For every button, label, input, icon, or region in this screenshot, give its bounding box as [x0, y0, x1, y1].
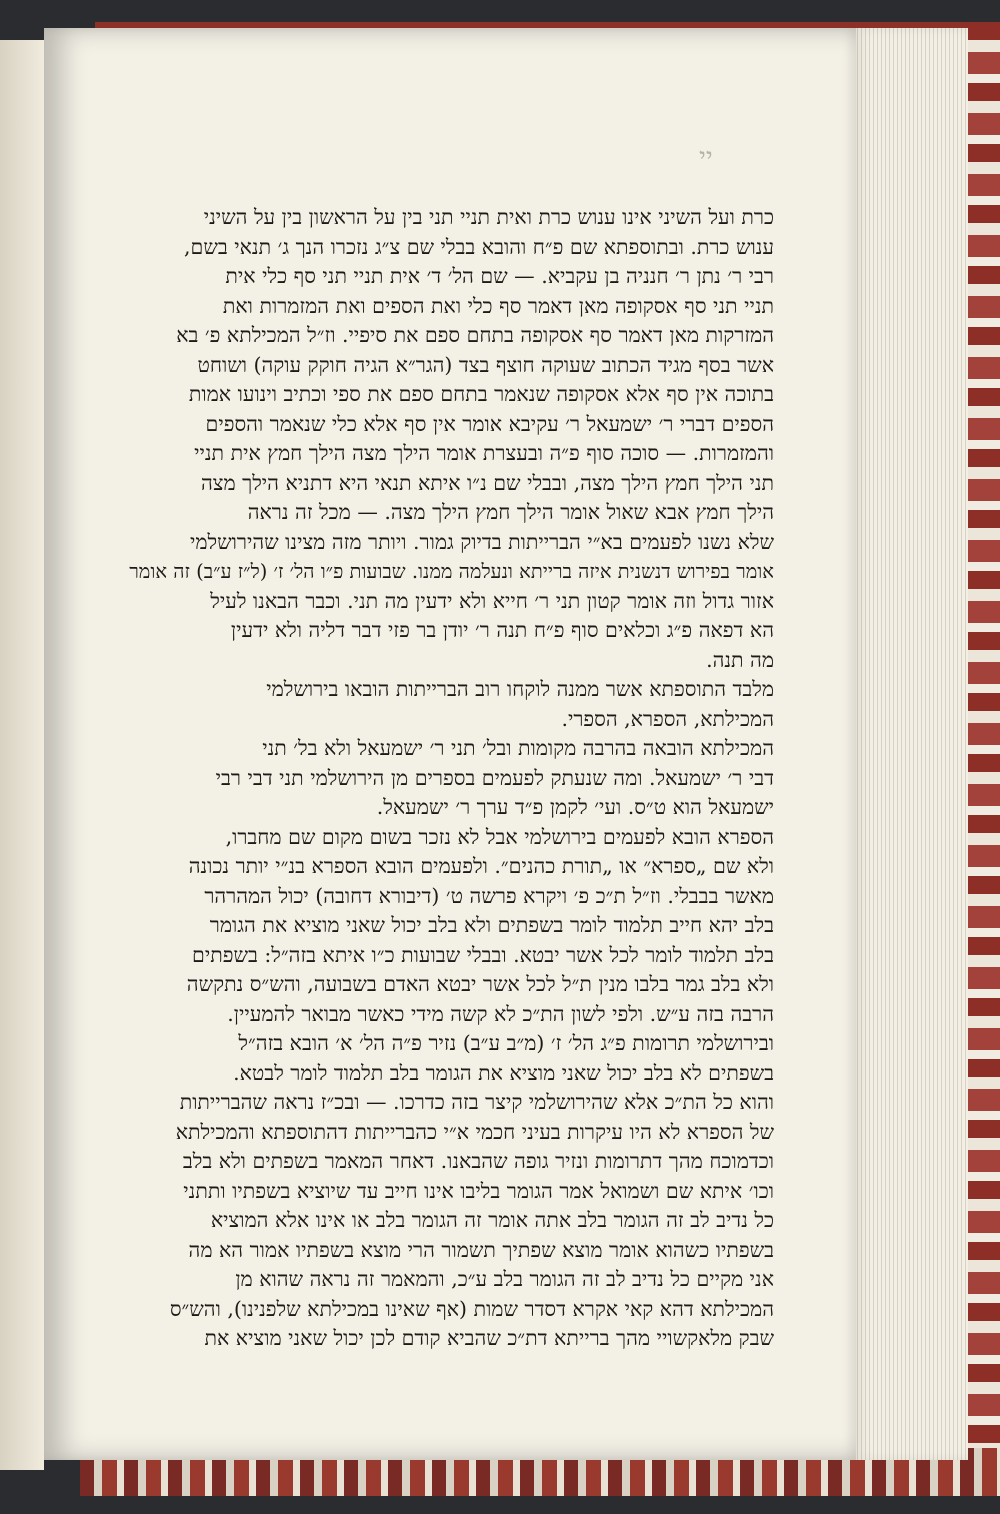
text-line: הרבה בזה ע״ש. ולפי לשון הת״כ לא קשה מידי כאשר מבואר להמעיין. — [227, 1001, 774, 1026]
text-line: שבק מלאקשויי מהך ברייתא דת״כ שהביא קודם לכן יכול שאני מוציא את — [204, 1326, 774, 1350]
text-line: שלא נשנו לפעמים בא״י הברייתות בדיוק גמור. ויותר מזה מצינו שהירושלמי — [190, 529, 774, 554]
text-line: בלב יהא חייב תלמוד לומר בשפתים ולא בלב יכול שאני מוציא את הגומר — [209, 913, 774, 937]
text-line: והמזמרות. — סוכה סוף פ״ה ובעצרת אומר הילך מצה הילך חמץ אית תניי — [194, 441, 774, 465]
text-line: דבי ר׳ ישמעאל. ומה שנעתק לפעמים בספרים מן הירושלמי תני דבי רבי — [215, 765, 774, 790]
text-line: המכילתא, הספרא, הספרי. — [561, 706, 774, 731]
previous-page-edge — [0, 40, 44, 1470]
page-stack-edge — [850, 28, 968, 1460]
text-line: ולא בלב גמר בלבו מנין ת״ל לכל אשר יבטא האדם בשבועה, והש״ס נתקשה — [186, 972, 774, 996]
book-cover-right-edge — [965, 22, 1000, 1496]
text-line: המזרקות מאן דאמר סף אסקופה בתחם ספם את סיפיי. וז״ל המכילתא פ׳ בא — [176, 323, 774, 347]
text-line: הספים דברי ר׳ ישמעאל ר׳ עקיבא אומר אין סף אלא כלי שנאמר והספים — [205, 411, 774, 436]
text-line: של הספרא לא היו עיקרות בעיני חכמי א״י כהברייתות דהתוספתא והמכילתא — [175, 1119, 774, 1144]
text-line: המכילתא הובאה בהרבה מקומות ובל׳ תני ר׳ ישמעאל ולא בל׳ תני — [262, 736, 774, 760]
text-line: כל נדיב לב זה הגומר בלב אתה אומר זה הגומר בלב או אינו אלא המוציא — [210, 1208, 774, 1232]
text-line: מלבד התוספתא אשר ממנה לוקחו רוב הברייתות הובאו בירושלמי — [266, 677, 774, 701]
text-line: ענוש כרת. ובתוספתא שם פ״ח והובא בבלי שם צ״ג נזכרו הנך ג׳ תנאי בשם, — [184, 234, 774, 259]
text-line: אני מקיים כל נדיב לב זה הגומר בלב ע״כ, והמאמר זה נראה שהוא מן — [235, 1267, 774, 1291]
text-line: תניי תני סף אסקופה מאן דאמר סף כלי ואת הספים ואת המזמרות ואת — [222, 293, 774, 318]
book-page — [44, 28, 856, 1460]
faint-marks: יי — [699, 143, 713, 173]
text-line: בשפתים לא בלב יכול שאני מוציא את הגומר בלב תלמוד לומר לבטא. — [233, 1060, 774, 1085]
text-line: מאשר בבבלי. וז״ל ת״כ פ׳ ויקרא פרשה ט׳ (דיבורא דחובה) יכול המהרהר — [204, 883, 774, 908]
text-line: תני הילך חמץ הילך מצה, ובבלי שם נ״ו איתא תנאי היא דתניא הילך מצה — [200, 470, 774, 495]
page-text — [114, 203, 774, 1354]
text-line: אומר בפירוש דנשנית איזה ברייתא ונעלמה ממנו. שבועות פ״ו הל׳ ז׳ (ל״ז ע״ב) זה אומר — [129, 560, 774, 583]
text-line: בתוכה אין סף אלא אסקופה שנאמר בתחם ספם את ספי וכתיב וינועו אמות — [188, 382, 774, 406]
text-line: בשפתיו כשהוא אומר מוצא שפתיך תשמור הרי מוצא בשפתיו אמור הא מה — [188, 1237, 774, 1262]
text-line: ולא שם „ספרא״ או „תורת כהנים״. ולפעמים הובא הספרא בנ״י יותר נכונה — [188, 854, 774, 878]
text-line: הא דפאה פ״ג וכלאים סוף פ״ח תנה ר׳ יודן בר פזי דבר דליה ולא ידעין — [230, 618, 774, 642]
text-line: אשר בסף מגיד הכתוב שעוקה חוצף בצד (הגר״א הגיה חוקק עוקה) ושוחט — [197, 352, 774, 377]
text-line: הספרא הובא לפעמים בירושלמי אבל לא נזכר בשום מקום שם מחברו, — [225, 824, 774, 849]
text-line: המכילתא דהא קאי אקרא דסדר שמות (אף שאינו במכילתא שלפנינו), והש״ס — [169, 1296, 774, 1321]
text-line: והוא כל הת״כ אלא שהירושלמי קיצר בזה כדרכו. — ובכ״ז נראה שהברייתות — [179, 1090, 774, 1114]
text-line: ובירושלמי תרומות פ״ג הל׳ ז׳ (מ״ב ע״ב) נזיר פ״ה הל׳ א׳ הובא בזה״ל — [238, 1031, 774, 1055]
text-line: בלב תלמוד לומר לכל אשר יבטא. ובבלי שבועות כ״ו איתא בזה״ל: בשפתים — [192, 942, 774, 967]
text-line: ישמעאל הוא ט״ס. ועי׳ לקמן פ״ד ערך ר׳ ישמעאל. — [376, 795, 774, 819]
text-line: וכדמוכח מהך דתרומות ונזיר גופה שהבאנו. דאחר המאמר בשפתים ולא בלב — [182, 1149, 774, 1173]
text-line: אזור גדול וזה אומר קטון תני ר׳ חייא ולא ידעין מה תני. וכבר הבאנו לעיל — [210, 588, 774, 613]
text-line: רבי ר׳ נתן ר׳ חנניה בן עקביא. — שם הל׳ ד׳ אית תניי תני סף כלי אית — [225, 264, 774, 288]
text-line: וכו׳ איתא שם ושמואל אמר הגומר בליבו אינו חייב עד שיוציא בשפתיו ותתני — [183, 1178, 774, 1203]
text-line: כרת ועל השיני אינו ענוש כרת ואית תניי תני בין על הראשון בין על השיני — [203, 205, 774, 229]
text-line: מה תנה. — [706, 647, 774, 672]
text-line: הילך חמץ אבא שאול אומר הילך חמץ הילך מצה. — מכל זה נראה — [247, 500, 774, 524]
